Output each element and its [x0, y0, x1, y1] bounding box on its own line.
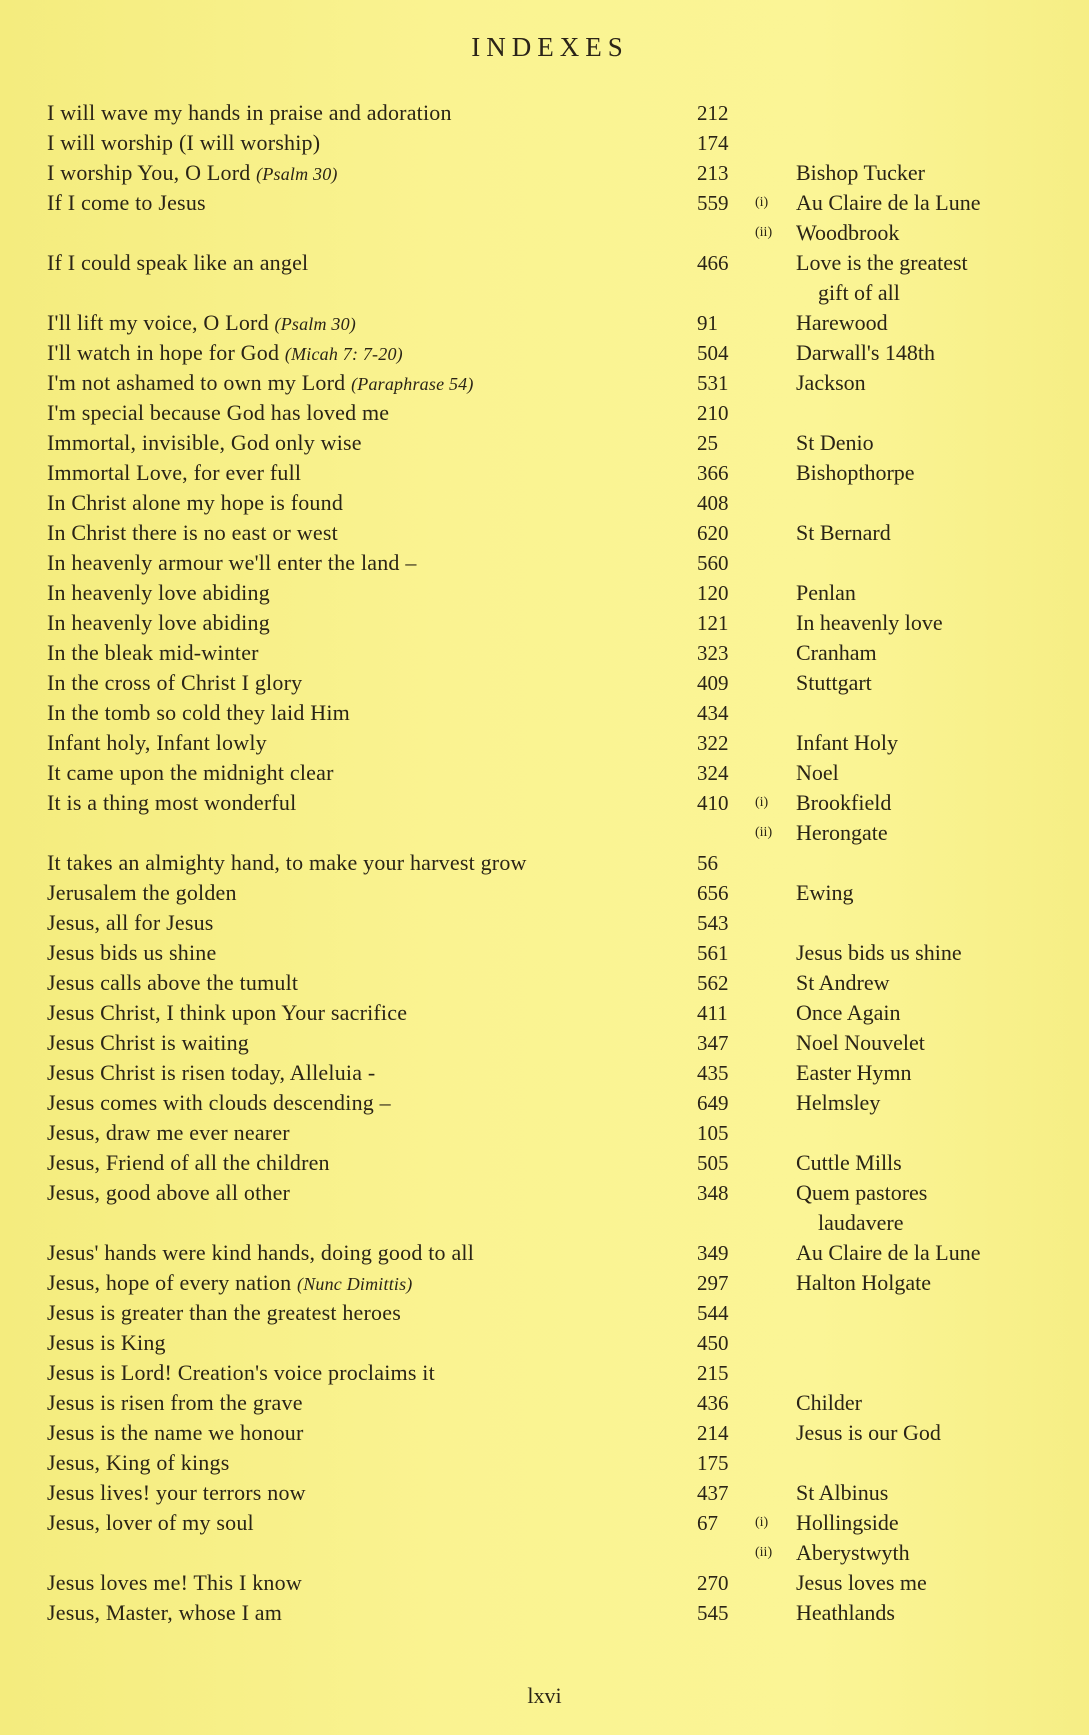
- index-entry: [0, 998, 1089, 1028]
- hymn-title: I'll lift my voice, O Lord (Psalm 30): [47, 310, 356, 335]
- index-entry: [0, 848, 1089, 878]
- tune-name: Cranham: [796, 640, 877, 665]
- tune-name: Au Claire de la Lune: [796, 190, 981, 215]
- hymn-title: Jesus' hands were kind hands, doing good to all: [47, 1240, 475, 1265]
- tune-name: Quem pastores: [796, 1180, 928, 1205]
- tune-variant: (i): [755, 795, 769, 810]
- hymn-title: Immortal, invisible, God only wise: [47, 430, 362, 455]
- index-entry: [0, 1298, 1089, 1328]
- hymn-number: 25: [697, 431, 718, 455]
- tune-name: Herongate: [796, 820, 888, 845]
- index-entry: [0, 578, 1089, 608]
- index-entry: [0, 638, 1089, 668]
- hymn-title: In heavenly armour we'll enter the land –: [47, 550, 417, 575]
- hymn-number: 213: [697, 161, 729, 185]
- index-entry-continuation: [0, 278, 1089, 308]
- hymn-title: Jesus loves me! This I know: [47, 1570, 302, 1595]
- index-entry: [0, 248, 1089, 278]
- hymn-title: Jesus, lover of my soul: [47, 1510, 254, 1535]
- hymn-number: 620: [697, 521, 729, 545]
- hymn-title: I will worship (I will worship): [47, 130, 321, 155]
- hymn-number: 561: [697, 941, 729, 965]
- hymn-title: Jesus, Friend of all the children: [47, 1150, 330, 1175]
- index-entry: [0, 1418, 1089, 1448]
- hymn-number: 450: [697, 1331, 729, 1355]
- index-entry: [0, 188, 1089, 218]
- index-entry: [0, 1478, 1089, 1508]
- tune-name: St Andrew: [796, 970, 890, 995]
- hymn-title: Jesus bids us shine: [47, 940, 217, 965]
- hymn-title: In the bleak mid-winter: [47, 640, 259, 665]
- index-entry-continuation: [0, 818, 1089, 848]
- hymn-number: 105: [697, 1121, 729, 1145]
- hymn-title: Infant holy, Infant lowly: [47, 730, 267, 755]
- index-entry: [0, 1508, 1089, 1538]
- tune-variant: (ii): [755, 1545, 773, 1560]
- index-entry: [0, 518, 1089, 548]
- hymn-title: If I come to Jesus: [47, 190, 206, 215]
- tune-name: Helmsley: [796, 1090, 881, 1115]
- hymn-number: 175: [697, 1451, 729, 1475]
- hymn-number: 649: [697, 1091, 729, 1115]
- index-entry: [0, 1268, 1089, 1298]
- hymn-number: 545: [697, 1601, 729, 1625]
- hymn-title: Jesus is risen from the grave: [47, 1390, 303, 1415]
- hymn-number: 212: [697, 101, 729, 125]
- index-entry: [0, 488, 1089, 518]
- hymn-title: I'm special because God has loved me: [47, 400, 390, 425]
- hymn-title: Jesus Christ is risen today, Alleluia -: [47, 1060, 376, 1085]
- tune-name-continued: gift of all: [818, 280, 900, 305]
- hymn-number: 174: [697, 131, 729, 155]
- tune-name: St Bernard: [796, 520, 891, 545]
- index-entry: [0, 1178, 1089, 1208]
- index-entry: [0, 1058, 1089, 1088]
- hymn-title: Immortal Love, for ever full: [47, 460, 302, 485]
- tune-variant: (ii): [755, 225, 773, 240]
- hymn-title: In Christ alone my hope is found: [47, 490, 344, 515]
- hymn-number: 559: [697, 191, 729, 215]
- index-entry: [0, 608, 1089, 638]
- page-number: lxvi: [527, 1683, 562, 1708]
- hymn-number: 56: [697, 851, 718, 875]
- hymn-title: Jesus lives! your terrors now: [47, 1480, 306, 1505]
- tune-name: Cuttle Mills: [796, 1150, 902, 1175]
- hymn-title: Jesus comes with clouds descending –: [47, 1090, 391, 1115]
- hymn-number: 435: [697, 1061, 729, 1085]
- tune-name: Bishop Tucker: [796, 160, 925, 185]
- hymn-title: In heavenly love abiding: [47, 610, 270, 635]
- index-entry: [0, 128, 1089, 158]
- hymn-title: I'll watch in hope for God (Micah 7: 7-20): [47, 340, 403, 365]
- index-entry: [0, 1568, 1089, 1598]
- hymn-number: 270: [697, 1571, 729, 1595]
- tune-variant: (i): [755, 195, 769, 210]
- index-entry: [0, 668, 1089, 698]
- hymn-number: 544: [697, 1301, 729, 1325]
- hymn-number: 504: [697, 341, 729, 365]
- index-entry: [0, 1328, 1089, 1358]
- hymn-number: 297: [697, 1271, 729, 1295]
- hymn-title: Jesus is the name we honour: [47, 1420, 304, 1445]
- hymn-title: I'm not ashamed to own my Lord (Paraphrase 54): [47, 370, 474, 395]
- index-entry: [0, 1118, 1089, 1148]
- hymn-index-list: [0, 98, 1089, 1628]
- index-entry: [0, 1358, 1089, 1388]
- hymn-title: In the tomb so cold they laid Him: [47, 700, 350, 725]
- tune-name: Childer: [796, 1390, 862, 1415]
- hymn-number: 324: [697, 761, 729, 785]
- hymn-title: In the cross of Christ I glory: [47, 670, 303, 695]
- hymn-number: 543: [697, 911, 729, 935]
- tune-name-continued: laudavere: [818, 1210, 904, 1235]
- tune-name: Jesus loves me: [796, 1570, 927, 1595]
- hymn-title: Jesus Christ is waiting: [47, 1030, 249, 1055]
- hymn-number: 366: [697, 461, 729, 485]
- tune-name: Brookfield: [796, 790, 892, 815]
- hymn-title: I worship You, O Lord (Psalm 30): [47, 160, 338, 185]
- hymn-title: If I could speak like an angel: [47, 250, 309, 275]
- tune-variant: (ii): [755, 825, 773, 840]
- index-entry: [0, 458, 1089, 488]
- index-entry: [0, 368, 1089, 398]
- hymn-number: 656: [697, 881, 729, 905]
- tune-name: Heathlands: [796, 1600, 895, 1625]
- index-entry: [0, 968, 1089, 998]
- tune-name: Ewing: [796, 880, 854, 905]
- hymn-number: 562: [697, 971, 729, 995]
- hymn-number: 437: [697, 1481, 729, 1505]
- tune-name: Infant Holy: [796, 730, 899, 755]
- tune-name: Jesus bids us shine: [796, 940, 962, 965]
- hymn-title: It takes an almighty hand, to make your harvest grow: [47, 850, 527, 875]
- index-entry: [0, 1598, 1089, 1628]
- scripture-reference: (Psalm 30): [274, 314, 356, 334]
- tune-name: Bishopthorpe: [796, 460, 915, 485]
- hymn-number: 434: [697, 701, 729, 725]
- index-entry: [0, 1238, 1089, 1268]
- hymn-title: In Christ there is no east or west: [47, 520, 338, 545]
- hymn-title: Jesus is King: [47, 1330, 166, 1355]
- tune-name: Love is the greatest: [796, 250, 968, 275]
- scripture-reference: (Paraphrase 54): [351, 374, 474, 394]
- index-entry: [0, 1148, 1089, 1178]
- tune-name: Halton Holgate: [796, 1270, 932, 1295]
- index-entry: [0, 1088, 1089, 1118]
- hymn-title: It came upon the midnight clear: [47, 760, 334, 785]
- hymn-number: 409: [697, 671, 729, 695]
- hymn-number: 121: [697, 611, 729, 635]
- hymn-number: 210: [697, 401, 729, 425]
- hymn-number: 91: [697, 311, 718, 335]
- index-entry: [0, 728, 1089, 758]
- tune-name: Noel Nouvelet: [796, 1030, 925, 1055]
- tune-variant: (i): [755, 1515, 769, 1530]
- index-entry-continuation: [0, 1208, 1089, 1238]
- hymn-number: 466: [697, 251, 729, 275]
- tune-name: Harewood: [796, 310, 888, 335]
- hymn-number: 120: [697, 581, 729, 605]
- tune-name: Au Claire de la Lune: [796, 1240, 981, 1265]
- tune-name: Hollingside: [796, 1510, 899, 1535]
- hymn-title: Jesus, King of kings: [47, 1450, 230, 1475]
- hymn-number: 410: [697, 791, 729, 815]
- index-entry: [0, 908, 1089, 938]
- hymn-number: 215: [697, 1361, 729, 1385]
- hymn-title: Jesus, draw me ever nearer: [47, 1120, 290, 1145]
- hymn-title: I will wave my hands in praise and adoration: [47, 100, 452, 125]
- tune-name: Jackson: [796, 370, 866, 395]
- tune-name: Stuttgart: [796, 670, 872, 695]
- hymn-title: Jesus Christ, I think upon Your sacrifice: [47, 1000, 408, 1025]
- tune-name: Woodbrook: [796, 220, 900, 245]
- hymn-number: 560: [697, 551, 729, 575]
- tune-name: Easter Hymn: [796, 1060, 912, 1085]
- hymn-number: 348: [697, 1181, 729, 1205]
- scripture-reference: (Nunc Dimittis): [297, 1274, 413, 1294]
- index-entry: [0, 698, 1089, 728]
- index-entry: [0, 98, 1089, 128]
- hymn-number: 322: [697, 731, 729, 755]
- hymn-number: 214: [697, 1421, 729, 1445]
- tune-name: In heavenly love: [796, 610, 943, 635]
- tune-name: Jesus is our God: [796, 1420, 941, 1445]
- page-heading: INDEXES: [471, 32, 629, 62]
- tune-name: St Denio: [796, 430, 874, 455]
- tune-name: Aberystwyth: [796, 1540, 910, 1565]
- hymn-number: 347: [697, 1031, 729, 1055]
- hymn-title: Jesus, all for Jesus: [47, 910, 214, 935]
- hymn-number: 349: [697, 1241, 729, 1265]
- hymn-number: 411: [697, 1001, 728, 1025]
- index-entry: [0, 428, 1089, 458]
- scripture-reference: (Micah 7: 7-20): [284, 344, 403, 364]
- index-entry: [0, 788, 1089, 818]
- index-entry-continuation: [0, 218, 1089, 248]
- scripture-reference: (Psalm 30): [256, 164, 338, 184]
- index-entry: [0, 338, 1089, 368]
- hymn-number: 531: [697, 371, 729, 395]
- index-entry: [0, 1028, 1089, 1058]
- index-entry: [0, 398, 1089, 428]
- tune-name: Once Again: [796, 1000, 901, 1025]
- index-entry: [0, 1448, 1089, 1478]
- index-entry: [0, 758, 1089, 788]
- index-entry: [0, 158, 1089, 188]
- tune-name: St Albinus: [796, 1480, 889, 1505]
- hymn-title: It is a thing most wonderful: [47, 790, 297, 815]
- hymn-number: 323: [697, 641, 729, 665]
- hymn-number: 436: [697, 1391, 729, 1415]
- hymn-number: 67: [697, 1511, 718, 1535]
- index-entry: [0, 938, 1089, 968]
- tune-name: Penlan: [796, 580, 856, 605]
- hymn-title: Jesus is Lord! Creation's voice proclaims it: [47, 1360, 435, 1385]
- index-entry: [0, 548, 1089, 578]
- hymn-number: 408: [697, 491, 729, 515]
- hymn-title: In heavenly love abiding: [47, 580, 270, 605]
- hymn-title: Jesus calls above the tumult: [47, 970, 299, 995]
- tune-name: Noel: [796, 760, 839, 785]
- hymn-title: Jesus, good above all other: [47, 1180, 291, 1205]
- hymn-title: Jesus is greater than the greatest heroes: [47, 1300, 401, 1325]
- hymn-title: Jerusalem the golden: [47, 880, 237, 905]
- hymn-title: Jesus, hope of every nation (Nunc Dimittis): [47, 1270, 413, 1295]
- index-entry: [0, 878, 1089, 908]
- index-entry: [0, 308, 1089, 338]
- index-entry: [0, 1388, 1089, 1418]
- hymn-number: 505: [697, 1151, 729, 1175]
- index-entry-continuation: [0, 1538, 1089, 1568]
- tune-name: Darwall's 148th: [796, 340, 935, 365]
- hymn-title: Jesus, Master, whose I am: [47, 1600, 283, 1625]
